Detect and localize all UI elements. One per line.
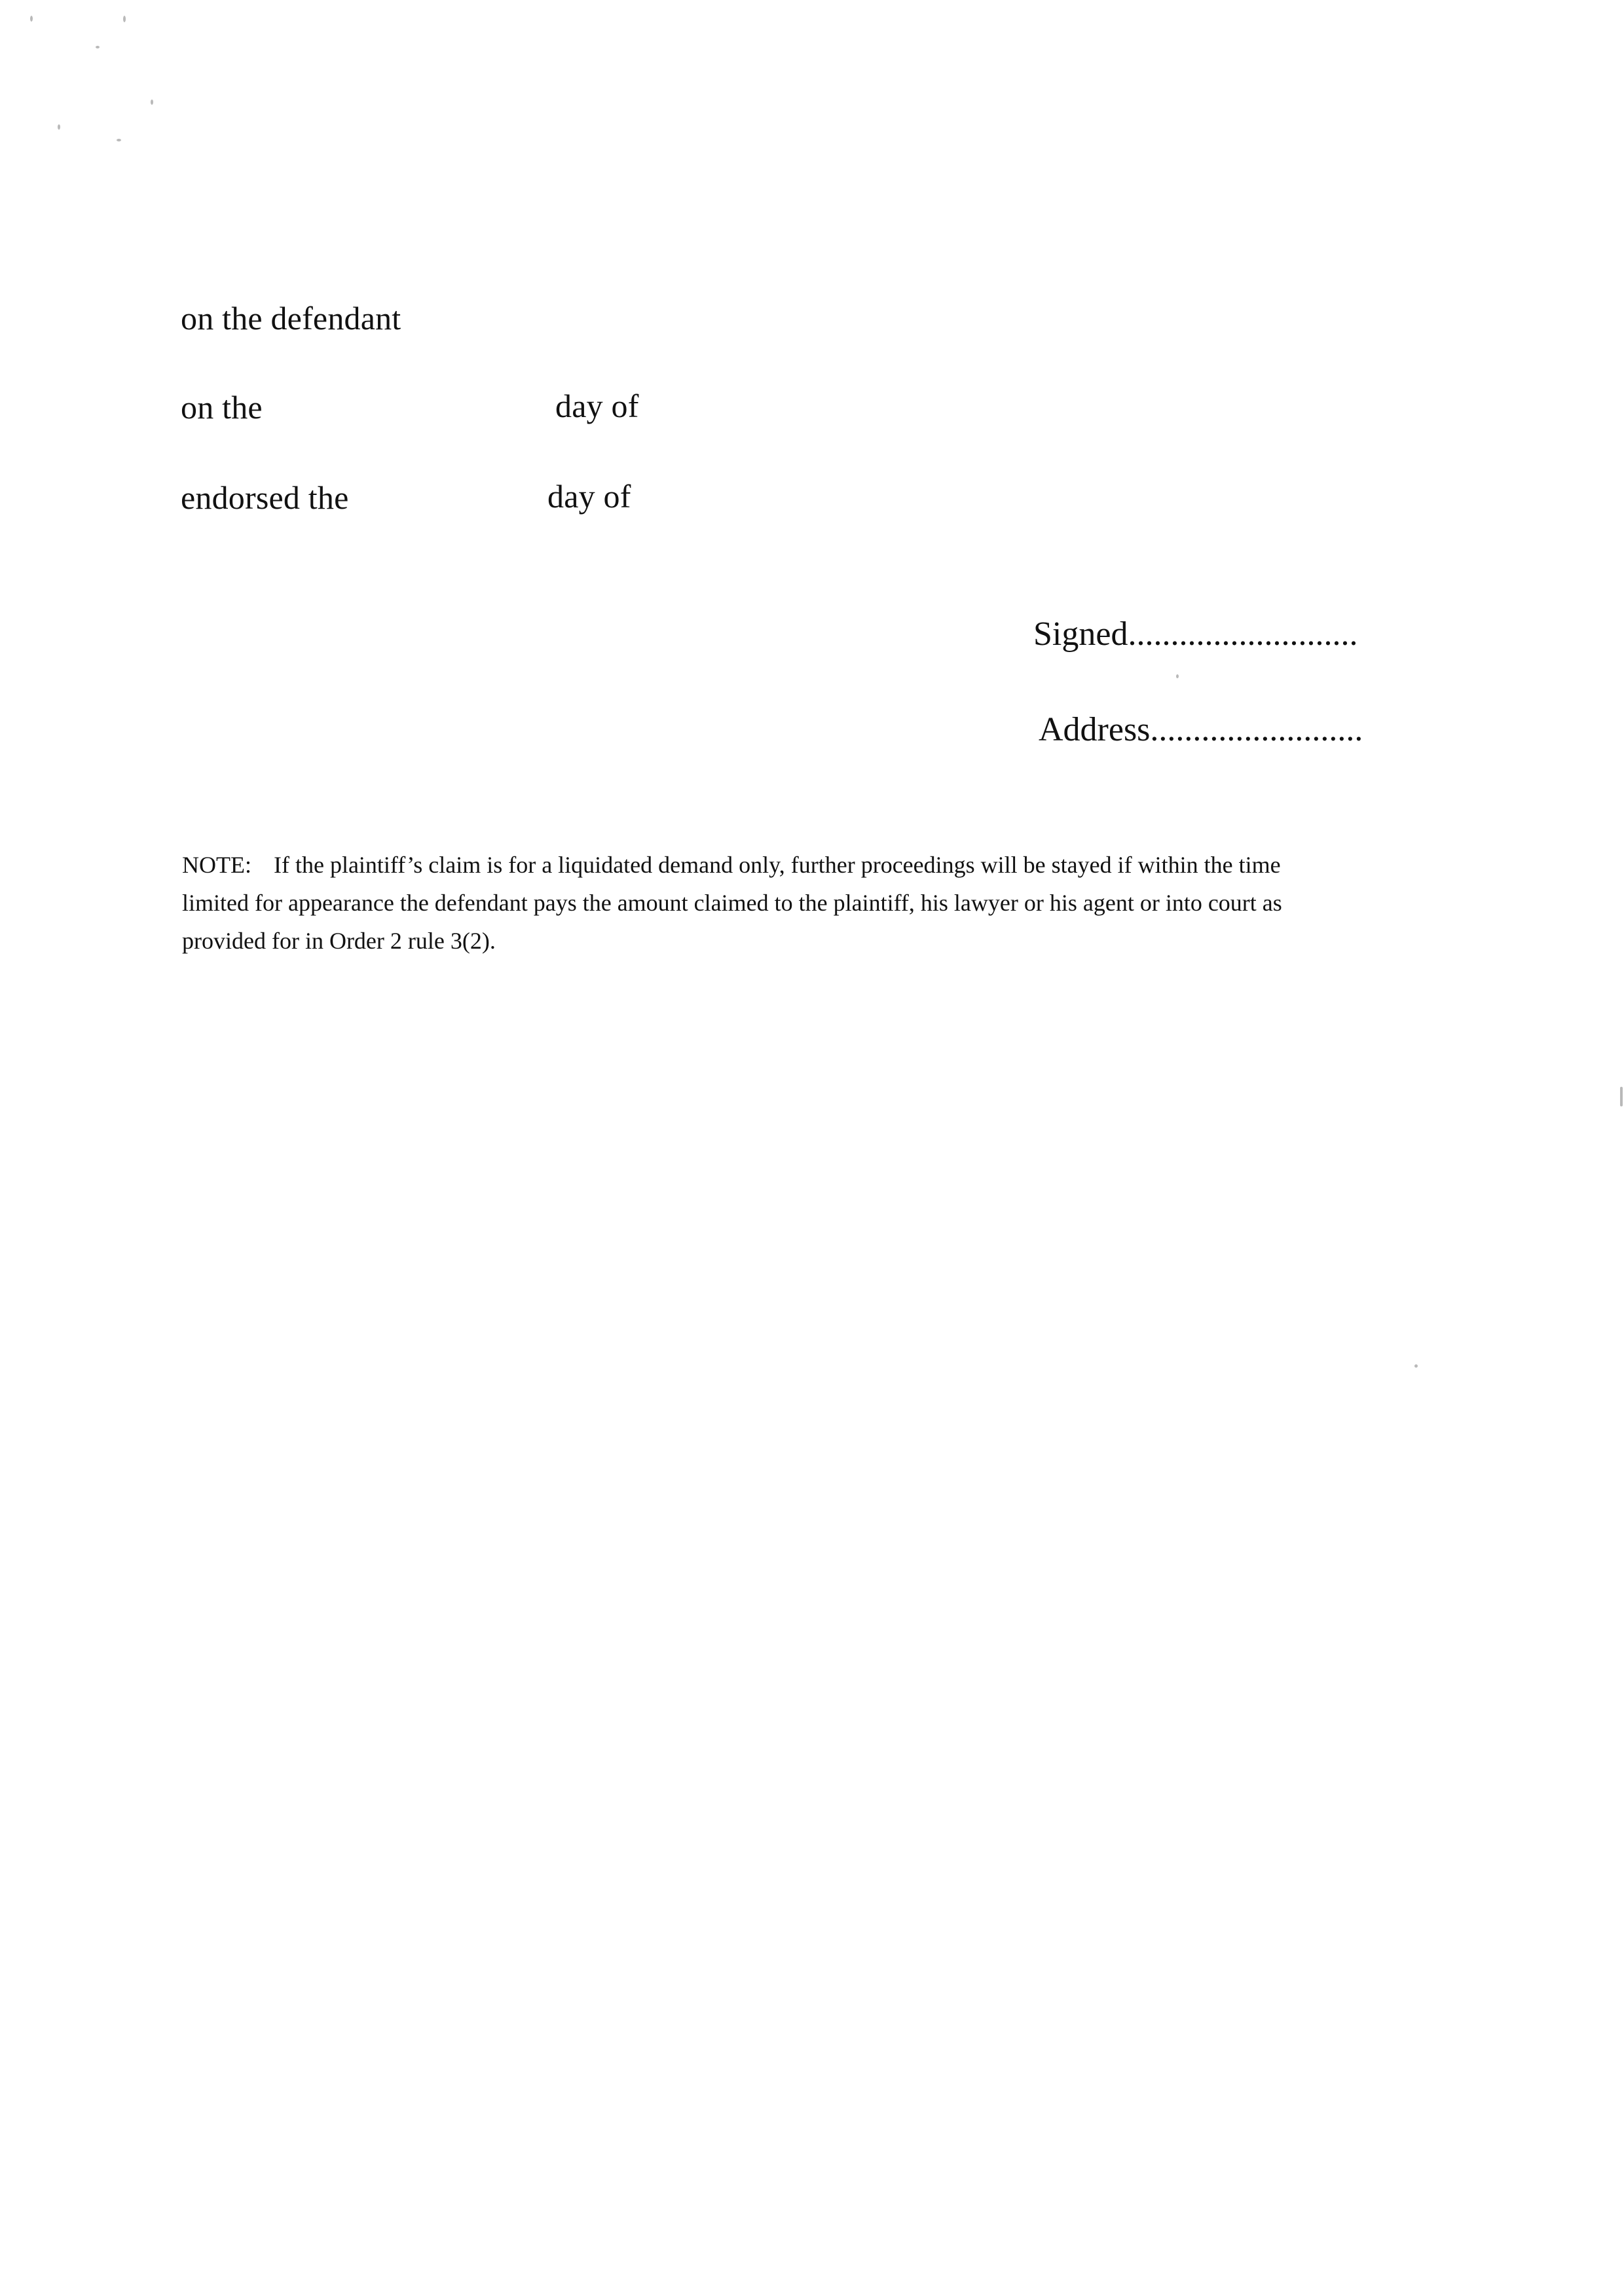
scan-speck — [151, 100, 153, 105]
scan-speck — [96, 46, 100, 48]
scan-speck — [58, 124, 60, 130]
scan-speck — [123, 16, 126, 22]
signed-line: Signed........................... — [1033, 615, 1358, 653]
note-paragraph — [182, 846, 1295, 960]
served-on-label: on the — [181, 389, 263, 426]
note-text: If the plaintiff’s claim is for a liquidated demand only, further proceedings will be stayed if within the time limited for appearance the defendant pays the amount claimed to the plaintiff, his lawyer or his agent or into court as provided for in Order 2 rule 3(2). — [182, 852, 1282, 954]
note-label: NOTE: — [182, 852, 251, 878]
served-day-of-label: day of — [555, 388, 639, 424]
scan-speck — [30, 16, 33, 22]
defendant-line: on the defendant — [181, 300, 401, 337]
endorsed-label: endorsed the — [181, 479, 349, 516]
scan-speck — [1620, 1087, 1623, 1106]
endorsed-day-of-label: day of — [547, 478, 631, 515]
scan-speck — [1176, 674, 1179, 678]
address-line: Address......................... — [1039, 711, 1363, 748]
scan-speck — [1414, 1364, 1418, 1368]
scan-speck — [117, 139, 121, 141]
